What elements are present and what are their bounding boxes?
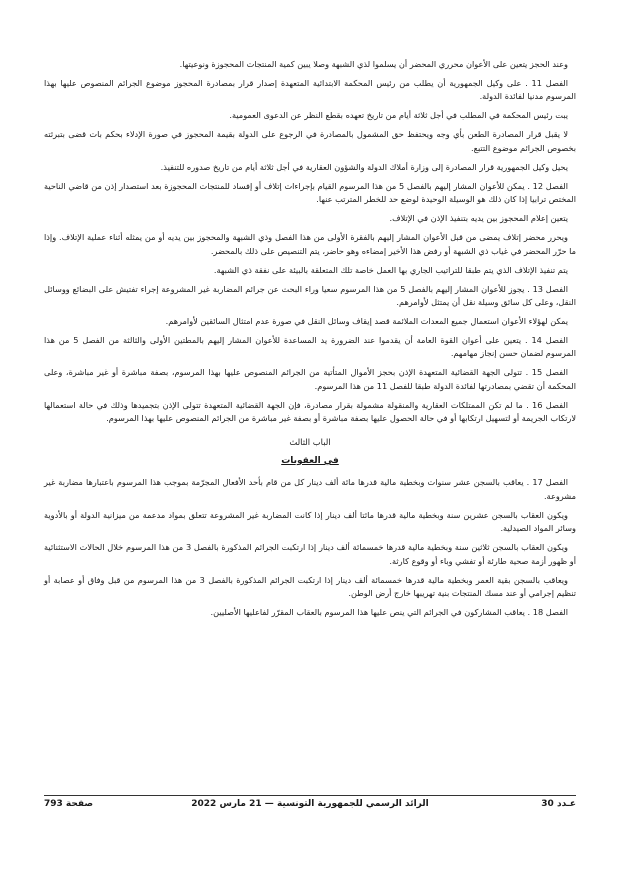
paragraph: لا يقبل قرار المصادرة الطعن بأي وجه ويحتفظ حق المشمول بالمصادرة في الرجوع على الدولة بقيمة المحجوز في صورة الإدلاء بحكم بات قضى بتبرئته بخصوص الجرائم موضوع التتبع. xyxy=(44,129,576,153)
paragraph-article-17: الفصل 17 . يعاقب بالسجن عشر سنوات وبخطية مالية قدرها مائة ألف دينار كل من قام بأحد الأفعال المجرّمة بموجب هذا المرسوم باعتبارها مضاربة غير مشروعة. xyxy=(44,477,576,501)
paragraph: يمكن لهؤلاء الأعوان استعمال جميع المعدات الملائمة قصد إيقاف وسائل النقل في صورة عدم امتثال السائقين لأوامرهم. xyxy=(165,316,568,327)
page-number: صفحة 793 xyxy=(44,799,94,809)
paragraph-article-12: الفصل 12 . يمكن للأعوان المشار إليهم بالفصل 5 من هذا المرسوم القيام بإجراءات إتلاف أو إفساد للمنتجات المحجوزة بعد استصدار إذن من قاضي الناحية المختص ترابيا إذا كان ذلك هو الوسيلة الوحيدة لوضع حد للخطر المترتب عنها. xyxy=(44,180,576,205)
issue-number: عـدد 30 xyxy=(541,799,576,809)
paragraph-article-11: الفصل 11 . على وكيل الجمهورية أن يطلب من رئيس المحكمة الابتدائية المتعهدة إصدار قرار بمصادرة المحجوز موضوع الجرائم المنصوص عليها بهذا المرسوم مدنيا لفائدة الدولة. xyxy=(44,78,576,102)
paragraph: ويعاقب بالسجن بقية العمر وبخطية مالية قدرها خمسمائة ألف دينار إذا ارتكبت الجرائم المذكورة بالفصل 3 من هذا المرسوم من قبل وفاق أو عصابة أو تنظيم إجرامي أو عند مسك المنتجات بنية تهريبها خارج أرض الوطن. xyxy=(44,574,576,599)
section-title: في العقوبات xyxy=(281,456,339,467)
paragraph: يحيل وكيل الجمهورية قرار المصادرة إلى وزارة أملاك الدولة والشؤون العقارية في أجل ثلاثة أيام من تاريخ صدوره للتنفيذ. xyxy=(160,161,568,172)
paragraph-article-14: الفصل 14 . يتعين على أعوان القوة العامة أن يقدموا عند الضرورة يد المساعدة للأعوان المشار إليهم بالمطتين الأولى والثالثة من الفصل 5 من هذا المرسوم لضمان حسن إنجاز مهامهم. xyxy=(44,335,576,359)
paragraph: ويحرر محضر إتلاف يمضى من قبل الأعوان المشار إليهم بالفقرة الأولى من هذا الفصل وذي الشبهة والمحجوز بين يديه أو من يمثله أثناء عملية الإتلاف. وإذا ما حرّر المحضر في غياب ذي الشبهة أو رفض هذا الأخير إمضاءه وهو حاضر، يتم التنصيص على ذلك بالمحضر. xyxy=(44,232,576,256)
paragraph: يتعين إعلام المحجوز بين يديه بتنفيذ الإذن في الإتلاف. xyxy=(389,213,568,224)
paragraph-article-13: الفصل 13 . يجوز للأعوان المشار إليهم بالفصل 5 من هذا المرسوم سعيا وراء البحث عن جرائم المضاربة غير المشروعة إجراء تفتيش على البضائع ووسائل النقل، وعلى كل سائق وسيلة نقل أن يمتثل لأوامرهم. xyxy=(44,283,576,308)
paragraph: وعند الحجز يتعين على الأعوان محرري المحضر أن يسلموا لذي الشبهة وصلا يبين كمية المنتجات المحجوزة ونوعيتها. xyxy=(179,59,568,69)
paragraph: يتم تنفيذ الإتلاف الذي يتم طبقا للتراتيب الجاري بها العمل خاصة تلك المتعلقة بالبيئة على نفقة ذي الشبهة. xyxy=(213,264,568,275)
paragraph-article-15: الفصل 15 . تتولى الجهة القضائية المتعهدة الإذن بحجز الأموال المتأتية من الجرائم المنصوص عليها بهذا المرسوم، بصفة مباشرة أو غير مباشرة، وعلى المحكمة أن تقضي بمصادرتها لفائدة الدولة طبقا للفصل 11 من هذا المرسوم. xyxy=(44,367,576,391)
paragraph-article-16: الفصل 16 . ما لم تكن الممتلكات العقارية والمنقولة مشمولة بقرار مصادرة، فإن الجهة القضائية المتعهدة تتولى الإذن بتجميدها وذلك في حالة استعمالها لارتكاب الجريمة أو لتسهيل ارتكابها أو في حالة الحصول عليها بصفة مباشرة أو بصفة غير مباشرة من الجرائم المنصوص عليها بهذا المرسوم. xyxy=(44,399,576,424)
paragraph-article-18: الفصل 18 . يعاقب المشاركون في الجرائم التي ينص عليها هذا المرسوم بالعقاب المقرّر لفاعليها الأصليين. xyxy=(210,607,568,618)
footer-divider xyxy=(44,795,576,796)
paragraph: ويكون العقاب بالسجن ثلاثين سنة وبخطية مالية قدرها خمسمائة ألف دينار إذا ارتكبت الجرائم المذكورة بالفصل 3 من هذا المرسوم خلال الحالات الاستثنائية أو ظهور أزمة صحية طارئة أو تفشي وباء أو وقوع كارثة. xyxy=(44,542,576,566)
document-body xyxy=(44,58,576,625)
paragraph: ويكون العقاب بالسجن عشرين سنة وبخطية مالية قدرها مائتا ألف دينار إذا كانت المضاربة غير المشروعة تتعلق بمواد مدعمة من ميزانية الدولة أو بالأدوية وسائر المواد الصيدلية. xyxy=(44,509,576,534)
gazette-title: الرائد الرسمي للجمهورية التونسية — 21 مارس 2022 xyxy=(191,799,429,809)
page-footer xyxy=(44,799,576,815)
paragraph: يبت رئيس المحكمة في المطلب في أجل ثلاثة أيام من تاريخ تعهده بقطع النظر عن الدعوى العمومية. xyxy=(229,110,568,121)
chapter-title: الباب الثالث xyxy=(289,436,331,447)
